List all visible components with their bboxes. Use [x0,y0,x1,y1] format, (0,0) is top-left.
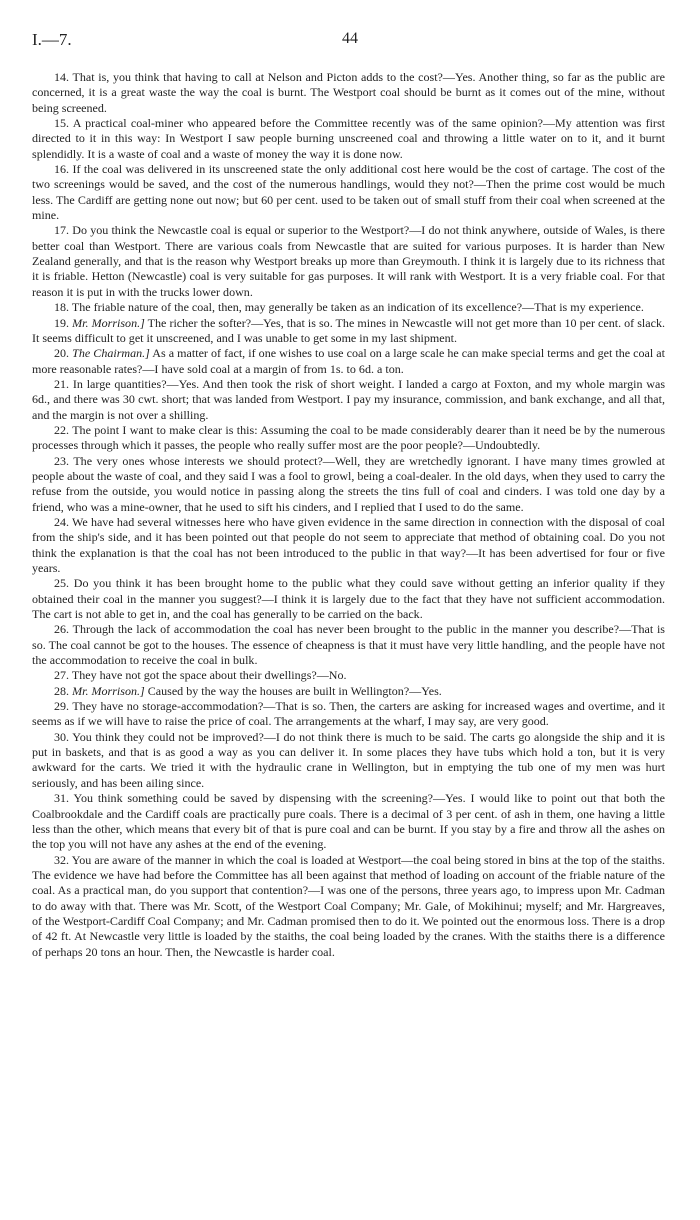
paragraph-text: They have not got the space about their dwellings?—No. [71,668,347,683]
paragraph-number: 17. [54,223,70,238]
paragraph-text: The very ones whose interests we should protect?—Well, they are wretchedly ignorant. I have many times growled at people about the waste of coal, and they said I was a fool to growl, being a coal-dealer. In the old days, when they used to carry the refuse from the outside, you would notice in passing along the streets the tins full of coal and cinders. I was told one day by a friend, who was a mine-owner, that he used to sift his cinders, and I replied that I used to do the same. [32,453,665,514]
paragraph [32,668,665,683]
page-header [32,30,668,52]
paragraph-text: As a matter of fact, if one wishes to use coal on a large scale he can make special terms and get the coal at more reasonable rates?—I have sold coal at a margin of from 1s. to 6d. a ton. [32,346,665,376]
paragraph-number: 22. [54,422,70,437]
paragraph-text: You think they could not be improved?—I do not think there is much to be said. The carts go alongside the ship and it is put in baskets, and that is as good a way as you can deliver it. In some places they have tubs which hold a ton, but it is very awkward for the carts. We tried it with the hydraulic crane in Wellington, but in emptying the tub one of my men was hurt seriously, and has been ailing since. [32,729,665,790]
paragraph-text: You think something could be saved by dispensing with the screening?—Yes. I would like to point out that both the Coalbrookdale and the Cardiff coals are practically pure coals. There is a decimal of 3 per cent. of ash in them, one having a little less than the other, which means that every bit of that is pure coal and can be burnt. If you stay by a fire and throw all the ashes on the top you will not have any ashes at the end of the evening. [32,791,665,852]
paragraph-number: 21. [54,376,70,391]
paragraph [32,300,665,315]
paragraph [32,116,665,162]
paragraph-number: 26. [54,622,70,637]
paragraph [32,730,665,791]
paragraph-text: The friable nature of the coal, then, may generally be taken as an indication of its excellence?—That is my experience. [71,300,644,315]
speaker-label: The Chairman.] [72,346,150,361]
paragraph [32,515,665,576]
paragraph-text: Caused by the way the houses are built in Wellington?—Yes. [147,683,442,698]
document-reference: I.—7. [32,30,72,49]
paragraph-text: The point I want to make clear is this: Assuming the coal to be made considerably dearer than it need be by the numerous processes through which it passes, the people who really suffer most are the poor people?—Undoubtedly. [32,422,666,453]
paragraph [32,853,665,960]
paragraph-number: 29. [54,699,70,714]
paragraph-number: 16. [54,162,70,177]
paragraph-number: 28. [54,683,70,698]
paragraph-text: A practical coal-miner who appeared before the Committee recently was of the same opinion?—My attention was first directed to it in this way: In Westport I saw people burning unscreened coal and throwing a little water on to it, and it burnt splendidly. It is a waste of coal and a waste of money the way it is done now. [32,116,665,161]
paragraph [32,622,665,668]
paragraph-number: 15. [54,116,70,131]
document-body [32,70,665,960]
paragraph-text: If the coal was delivered in its unscreened state the only additional cost here would be the cost of cartage. The cost of the two screenings would be saved, and the cost of the numerous handlings, would they not?—Then the prime cost would be much less. The Cardiff are getting none out now; but 60 per cent. used to be taken out of small stuff from their coal when screened at the mine. [32,162,665,223]
paragraph [32,223,665,300]
paragraph [32,791,665,852]
speaker-label: Mr. Morrison.] [72,683,145,698]
paragraph [32,346,665,377]
paragraph [32,699,665,730]
paragraph-number: 19. [54,315,70,330]
paragraph-text: The richer the softer?—Yes, that is so. The mines in Newcastle will not get more than 10 per cent. of slack. It seems difficult to get it unscreened, and I was unable to get some in my last shipment. [32,315,665,345]
paragraph [32,423,665,454]
page-number: 44 [342,30,358,47]
paragraph-number: 14. [54,70,70,84]
paragraph-text: That is, you think that having to call at Nelson and Picton adds to the cost?—Yes. Another thing, so far as the public are concerned, it is a great waste the way the coal is burnt. The Westport coal should be burnt as it comes out of the mine, without being screened. [32,70,666,115]
paragraph-text: Through the lack of accommodation the coal has never been brought to the public in the manner you describe?—That is so. The coal cannot be got to the houses. The essence of cheapness is that it must have very little handling, and the people have not the accommodation to receive the coal in bulk. [32,622,665,668]
paragraph-number: 23. [54,453,70,468]
paragraph-text: We have had several witnesses here who have given evidence in the same direction in connection with the disposal of coal from the ship's side, and it has been pointed out that people do not seem to appreciate that method of obtaining coal. Do you not think the explanation is that the coal has not been introduced to the public in that way?—It has been advertised for four or five years. [32,514,665,575]
paragraph-text: In large quantities?—Yes. And then took the risk of short weight. I landed a cargo at Foxton, and my whole margin was 6d., and there was 30 cwt. short; that was landed from Westport. I pay my insurance, commission, and bank exchange, and all that, and the margin is not over a shilling. [32,376,666,422]
paragraph-text: They have no storage-accommodation?—That is so. Then, the carters are asking for increased wages and overtime, and it seems as if we will have to raise the price of coal. The arrangements at the wharf, I may say, are very good. [32,699,665,729]
speaker-label: Mr. Morrison.] [72,315,145,330]
paragraph [32,162,665,223]
paragraph-number: 27. [54,668,70,683]
paragraph-number: 25. [54,576,70,591]
paragraph [32,377,665,423]
paragraph [32,454,665,515]
paragraph [32,316,665,347]
paragraph [32,70,665,116]
paragraph-number: 20. [54,346,70,361]
paragraph-number: 18. [54,300,70,315]
paragraph-number: 32. [54,852,70,867]
paragraph-number: 31. [54,791,70,806]
paragraph-text: You are aware of the manner in which the coal is loaded at Westport—the coal being stored in bins at the top of the staiths. The evidence we have had before the Committee has all been against that method of loading on account of the friable nature of the coal. As a practical man, do you support that contention?—I was one of the persons, three years ago, to impress upon Mr. Cadman to do away with that. There was Mr. Scott, of the Westport Coal Company; Mr. Gale, of Mokihinui; myself; and Mr. Hargreaves, of the Westport-Cardiff Coal Company; and Mr. Cadman promised then to do it. We pointed out the enormous loss. There is a drop of 42 ft. At Newcastle very little is loaded by the staiths, the coal being loaded by the cranes. With the staiths there is a difference of perhaps 20 tons an hour. Then, the Newcastle is harder coal. [32,852,665,959]
paragraph-text: Do you think the Newcastle coal is equal or superior to the Westport?—I do not think anywhere, outside of Wales, is there better coal than Westport. There are various coals from Newcastle that are suited for various purposes. It is harder than New Zealand generally, and that is the reason why Westport breaks up more than Greymouth. I think it is largely due to its richness that it is friable. Hetton (Newcastle) coal is very suitable for gas purposes. It will rank with Westport. It is a very friable coal. For that reason it is put in with the trucks lower down. [32,223,665,299]
paragraph-number: 24. [54,514,70,529]
paragraph [32,576,665,622]
paragraph [32,684,665,699]
paragraph-number: 30. [54,729,70,744]
paragraph-text: Do you think it has been brought home to the public what they could save without getting an inferior quality if they obtained their coal in the manner you suggest?—I think it is largely due to the fact that they have not sufficient accommodation. The cart is not able to get in, and the coal has generally to be carried on the back. [32,576,666,622]
